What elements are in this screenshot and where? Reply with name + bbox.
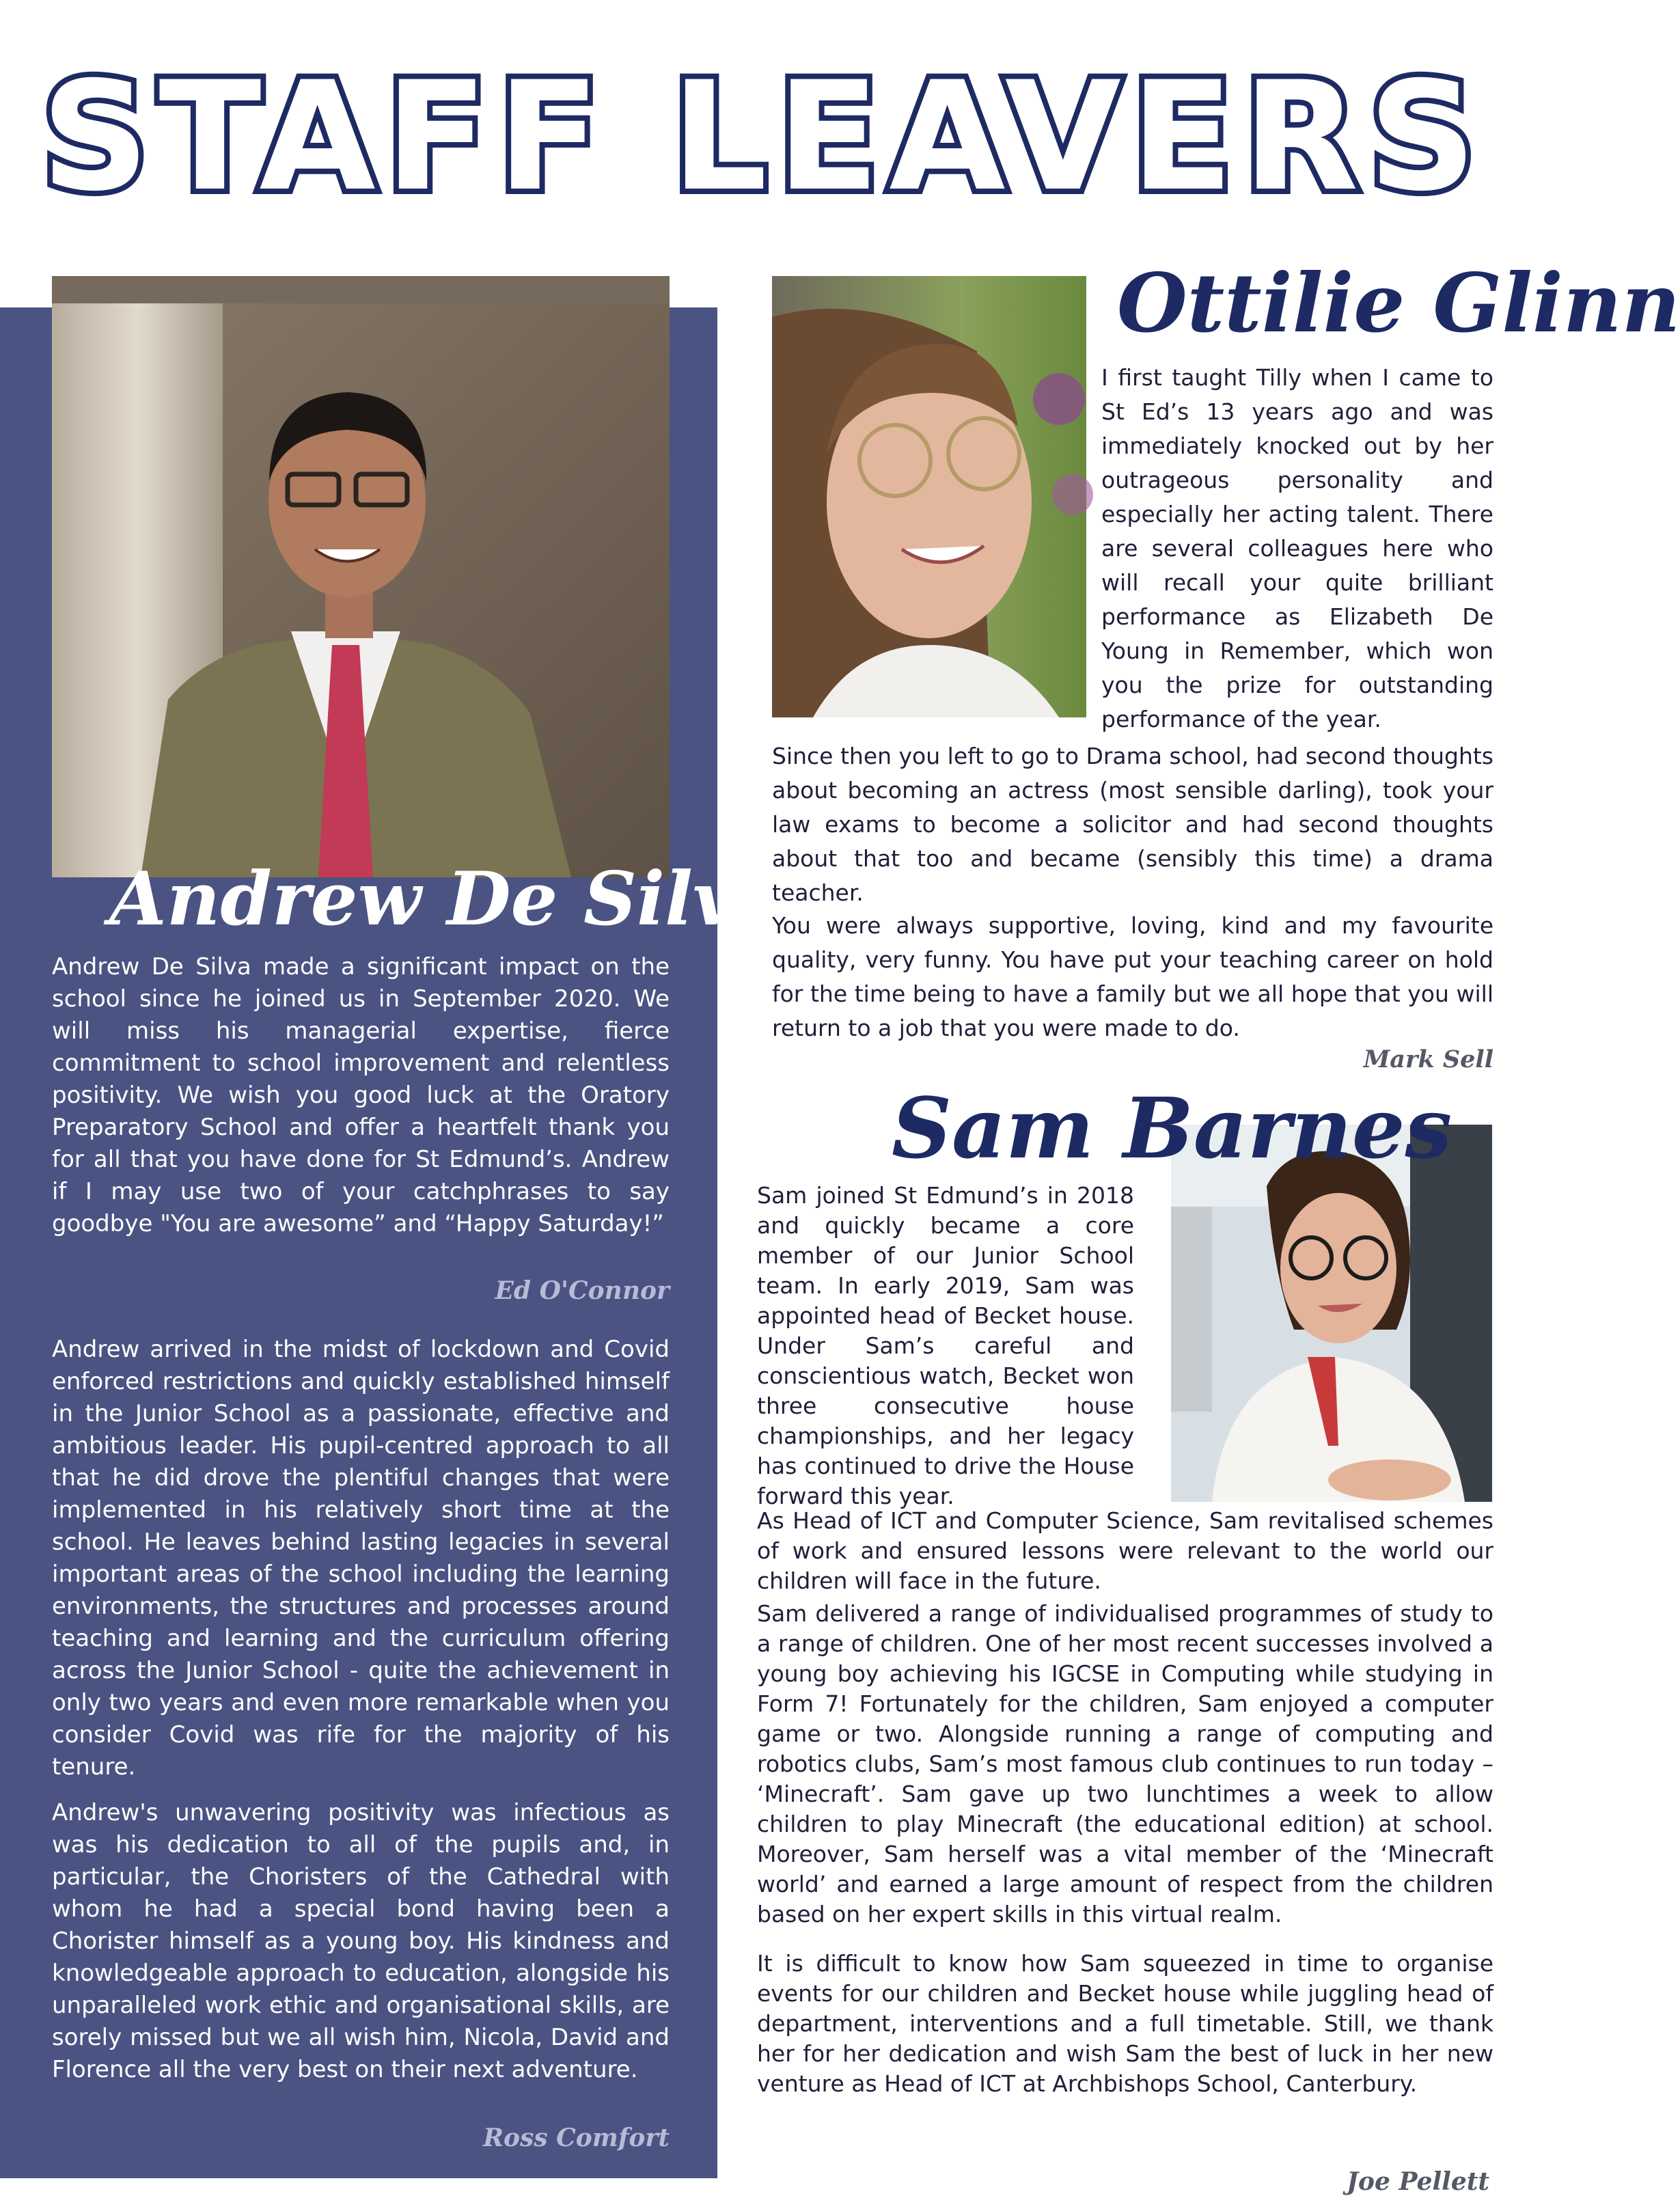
andrew-signature-2: Ross Comfort	[483, 2124, 670, 2152]
sam-tribute-paragraph-2: As Head of ICT and Computer Science, Sam revitalised schemes of work and ensured lessons were relevant to the world our children will face in the future.	[757, 1507, 1493, 1594]
andrew-tribute-paragraph-2: Andrew arrived in the midst of lockdown and Covid enforced restrictions and quickly established himself in the Junior School as a passionate, effective and ambitious leader. His pupil-centred approach to all that he did drove the plentiful changes that were implemented in his relatively short time at the school. He leaves behind lasting legacies in several important areas of the school including the learning environments, the structures and processes around teaching and learning and the curriculum offering across the Junior School - quite the achievement in only two years and even more remarkable when you consider Covid was rife for the majority of his tenure.	[52, 1336, 670, 1781]
ottilie-tribute-paragraph-3: You were always supportive, loving, kind and my favourite quality, very funny. You have put your teaching career on hold for the time being to have a family but we all hope that you will return to a job that you were made to do.	[772, 912, 1493, 1041]
sam-tribute-paragraph-4: It is difficult to know how Sam squeezed in time to organise events for our children and Becket house while juggling head of department, interventions and a full timetable. Still, we thank her for her dedication and wish Sam the best of luck in her new venture as Head of ICT at Archbishops School, Canterbury.	[757, 1950, 1493, 2097]
ottilie-name: Ottilie Glinn	[1117, 256, 1680, 351]
ottilie-signature: Mark Sell	[1363, 1045, 1493, 1073]
ottilie-tribute-paragraph-2: Since then you left to go to Drama school, had second thoughts about becoming an actress (most sensible darling), took your law exams to become a solicitor and had second thoughts about that too and became (sensibly this time) a drama teacher.	[772, 743, 1493, 906]
sam-tribute-paragraph-1: Sam joined St Edmund’s in 2018 and quickly became a core member of our Junior School team. In early 2019, Sam was appointed head of Becket house. Under Sam’s careful and conscientious watch, Becket won three consecutive house championships, and her legacy has continued to drive the House forward this year.	[757, 1182, 1134, 1509]
ottilie-tribute-paragraph-1: I first taught Tilly when I came to St Ed’s 13 years ago and was immediately knocked out by her outrageous personality and especially her acting talent. There are several colleagues here who will recall your quite brilliant performance as Elizabeth De Young in Remember, which won you the prize for outstanding performance of the year.	[1101, 364, 1493, 732]
sam-photo	[1171, 1125, 1492, 1502]
andrew-tribute-paragraph-3: Andrew's unwavering positivity was infectious as was his dedication to all of the pupils and, in particular, the Choristers of the Cathedral with whom he had a special bond having been a Chorister himself as a young boy. His kindness and knowledgeable approach to education, alongside his unparalleled work ethic and organisational skills, are sorely missed but we all wish him, Nicola, David and Florence all the very best on their next adventure.	[52, 1799, 670, 2083]
sam-name: Sam Barnes	[892, 1079, 1452, 1177]
ottilie-photo	[772, 276, 1086, 717]
page-title: STAFF LEAVERS	[41, 49, 1487, 224]
andrew-tribute-paragraph-1: Andrew De Silva made a significant impact on the school since he joined us in September 2020. We will miss his managerial expertise, fierce commitment to school improvement and relentless positivity. We wish you good luck at the Oratory Preparatory School and offer a heartfelt thank you for all that you have done for St Edmund’s. Andrew if I may use two of your catchphrases to say goodbye "You are awesome” and “Happy Saturday!”	[52, 953, 670, 1237]
andrew-photo	[52, 276, 670, 877]
andrew-name: Andrew De Silva	[109, 856, 784, 942]
andrew-signature-1: Ed O'Connor	[495, 1276, 670, 1305]
sam-tribute-paragraph-3: Sam delivered a range of individualised programmes of study to a range of children. One of her most recent successes involved a young boy achieving his IGCSE in Computing while studying in Form 7! Fortunately for the children, Sam enjoyed a computer game or two. Alongside running a range of computing and robotics clubs, Sam’s most famous club continues to run today – ‘Minecraft’. Sam gave up two lunchtimes a week to allow children to play Minecraft (the educational edition) at school. Moreover, Sam herself was a vital member of the ‘Minecraft world’ and earned a large amount of respect from the children based on her expert skills in this virtual realm.	[757, 1600, 1493, 1927]
sam-signature: Joe Pellett	[1346, 2167, 1489, 2196]
